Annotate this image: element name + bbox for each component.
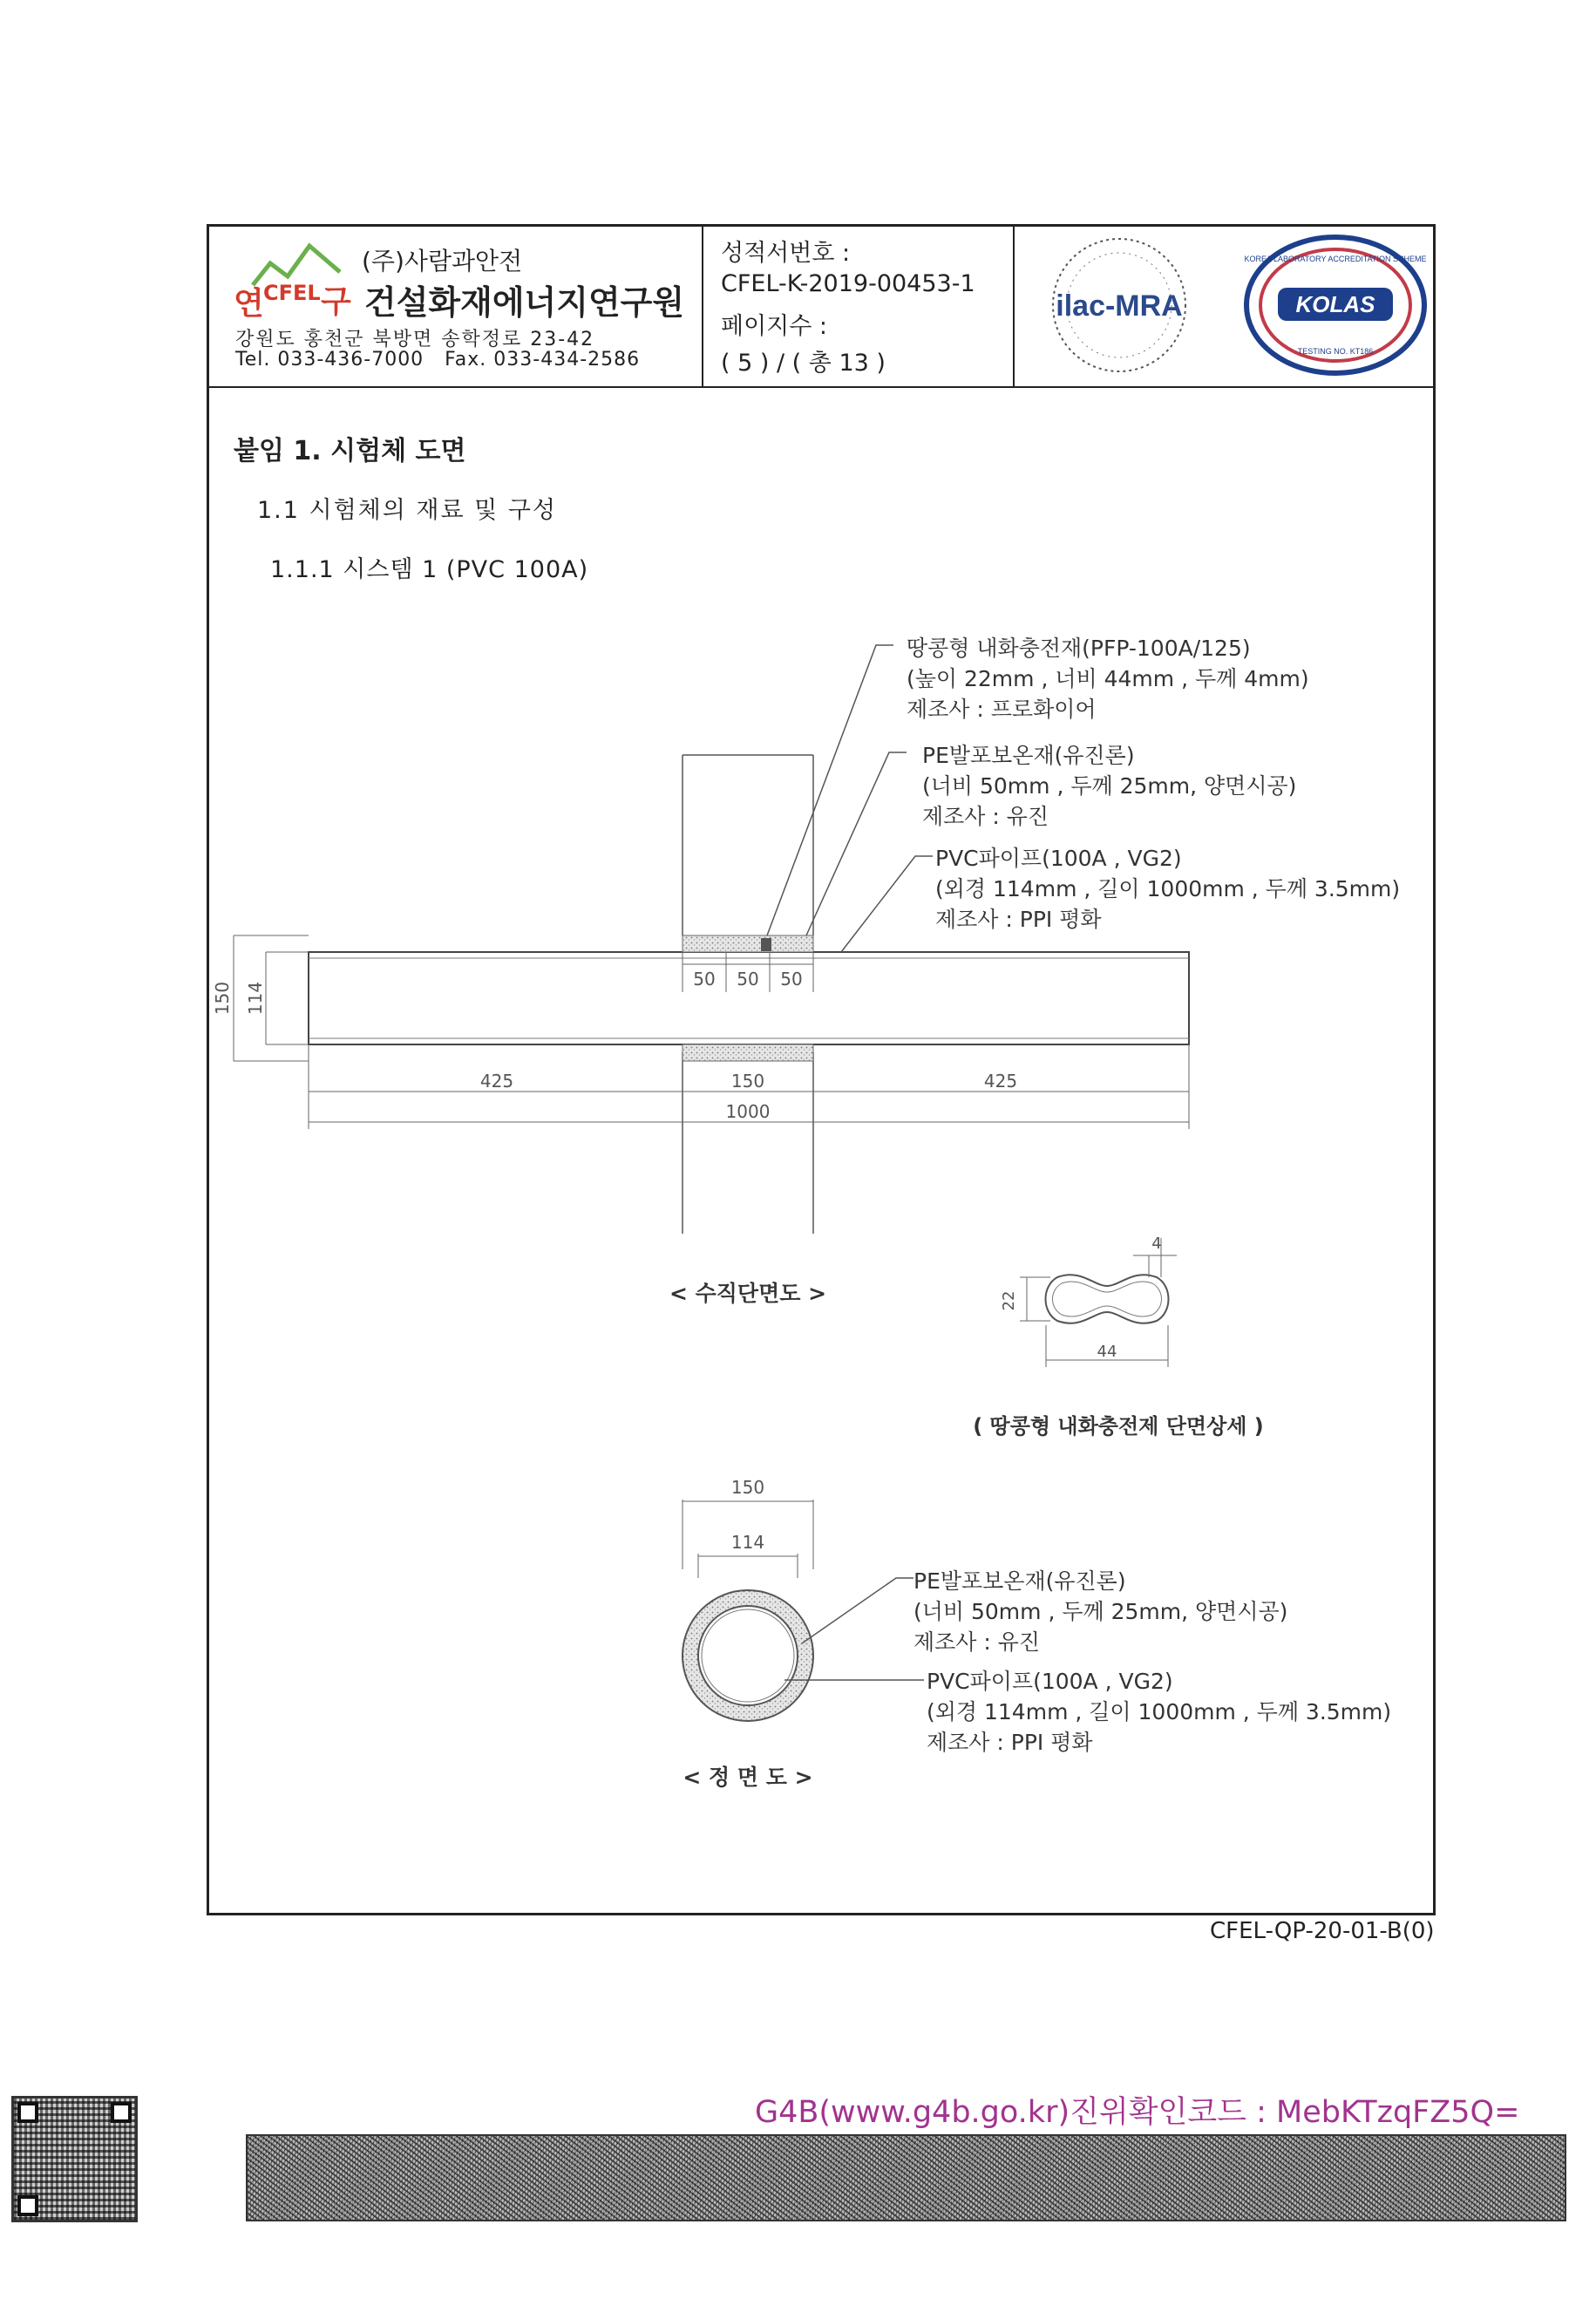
fill-callout-line1: 땅콩형 내화충전재(PFP-100A/125) (907, 636, 1251, 661)
detail-dim-22: 22 (1000, 1290, 1018, 1311)
address: 강원도 홍천군 북방면 송학정로 23-42 (235, 329, 595, 350)
section-title: 붙임 1. 시험체 도면 (234, 436, 466, 466)
institute-name: 건설화재에너지연구원 (364, 283, 685, 322)
detail-dim-4: 4 (1151, 1235, 1162, 1253)
subsection-title: 1.1 시험체의 재료 및 구성 (257, 497, 558, 524)
pe-callout-line2: (너비 50mm , 두께 25mm, 양면시공) (922, 773, 1297, 799)
front-dim-150: 150 (730, 1477, 765, 1498)
logo-left-char: 연 (234, 286, 264, 322)
front-dim-114: 114 (730, 1532, 765, 1553)
pages-label: 페이지수 : (721, 313, 828, 340)
pe-callout-line1: PE발포보온재(유진론) (922, 743, 1135, 768)
report-no: CFEL-K-2019-00453-1 (721, 270, 975, 297)
dim-50-a: 50 (693, 969, 716, 990)
front-pe-line3: 제조사 : 유진 (913, 1629, 1041, 1655)
detail-dim-44: 44 (1097, 1343, 1117, 1361)
front-pe-line2: (너비 50mm , 두께 25mm, 양면시공) (913, 1599, 1288, 1624)
dim-425-left: 425 (479, 1071, 514, 1092)
dim-50-b: 50 (737, 969, 759, 990)
logo-right-char: 구 (321, 284, 351, 320)
dim-150-vertical: 150 (212, 981, 233, 1016)
verification-code: G4B(www.g4b.go.kr)진위확인코드 : MebKTzqFZ5Q= (755, 2095, 1520, 2130)
wall-section (683, 755, 813, 1234)
subsubsection-title: 1.1.1 시스템 1 (PVC 100A) (270, 556, 589, 583)
pvc-callout-line2: (외경 114mm , 길이 1000mm , 두께 3.5mm) (935, 876, 1401, 901)
pvc-pipe-section (309, 935, 1189, 1061)
kolas-ring-text: KOREA LABORATORY ACCREDITATION SCHEME (1244, 255, 1427, 263)
logo-cfel: CFEL (263, 281, 321, 305)
qr-code-icon (11, 2096, 138, 2222)
dim-150-mid: 150 (730, 1071, 765, 1092)
vertical-section-caption: < 수직단면도 > (669, 1281, 827, 1306)
pages-value: ( 5 ) / ( 총 13 ) (721, 350, 886, 377)
front-view-caption: < 정 면 도 > (683, 1765, 813, 1790)
pvc-callout-line1: PVC파이프(100A , VG2) (935, 846, 1182, 871)
kolas-bottom-text: TESTING NO. KT186 (1297, 347, 1374, 356)
fill-callout-line3: 제조사 : 프로화이어 (907, 697, 1097, 722)
fill-callout-line2: (높이 22mm , 너비 44mm , 두께 4mm) (907, 666, 1309, 691)
pe-callout-line3: 제조사 : 유진 (922, 804, 1049, 829)
security-pattern (246, 2134, 1566, 2221)
front-view (683, 1500, 924, 1721)
front-pvc-line3: 제조사 : PPI 평화 (927, 1730, 1093, 1755)
dim-1000: 1000 (725, 1101, 771, 1122)
front-pe-line1: PE발포보온재(유진론) (913, 1568, 1126, 1594)
tel-fax: Tel. 033-436-7000 Fax. 033-434-2586 (235, 349, 641, 371)
company-name: (주)사람과안전 (362, 247, 523, 275)
pvc-callout-line3: 제조사 : PPI 평화 (935, 907, 1102, 932)
ilac-text: ilac-MRA (1056, 289, 1183, 323)
report-no-label: 성적서번호 : (721, 240, 851, 267)
front-pvc-line2: (외경 114mm , 길이 1000mm , 두께 3.5mm) (927, 1699, 1392, 1724)
kolas-text: KOLAS (1295, 291, 1375, 317)
dim-114-vertical: 114 (245, 981, 266, 1016)
dim-50-c: 50 (780, 969, 803, 990)
form-code: CFEL-QP-20-01-B(0) (1210, 1918, 1435, 1944)
detail-caption: ( 땅콩형 내화충전제 단면상세 ) (973, 1414, 1264, 1439)
front-pvc-line1: PVC파이프(100A , VG2) (927, 1669, 1173, 1694)
dim-425-right: 425 (983, 1071, 1018, 1092)
